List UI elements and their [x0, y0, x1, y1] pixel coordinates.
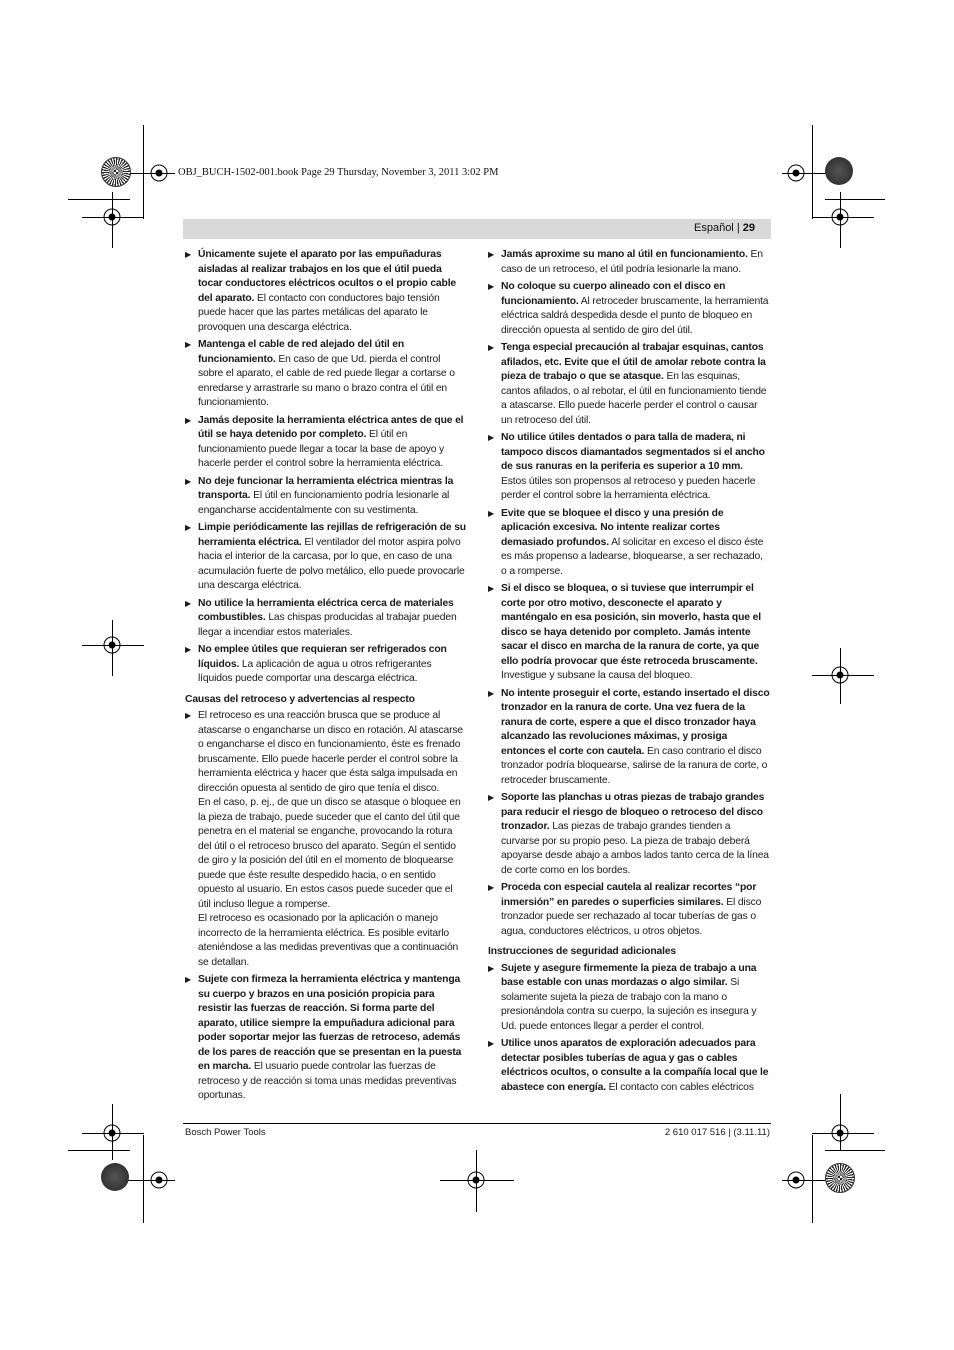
color-rosette-icon	[825, 157, 853, 185]
list-item: ▶ Utilice unos aparatos de exploración adecuados para detectar posibles tuberías de agua y gas o cables eléctricos ocultos, o consulte a la compañía local que le abastece con energía. El contacto con cables eléctricos	[488, 1038, 769, 1093]
crop-mark	[825, 1150, 885, 1151]
footer-doc-number: 2 610 017 516 | (3.11.11)	[664, 1127, 770, 1138]
list-item: ▶ Jamás deposite la herramienta eléctrica antes de que el útil se haya detenido por completo. El útil en funcionamiento puede llegar a tocar la base de apoyo y hacerle perder el control sobre la herramienta eléctrica.	[185, 414, 464, 469]
page-header-bar	[183, 219, 771, 239]
list-item: ▶ Mantenga el cable de red alejado del útil en funcionamiento. En caso de que Ud. pierda el control sobre el aparato, el cable de red puede llegar a cortarse o enredarse y arrastrarle su mano o brazo contra el útil en funcionamiento.	[185, 339, 455, 408]
triangle-bullet-icon: ▶	[488, 963, 495, 973]
list-item: ▶ No deje funcionar la herramienta eléctrica mientras la transporta. El útil en funcionamiento podría lesionarle al engancharse accidentalmente con su vestimenta.	[185, 475, 454, 516]
triangle-bullet-icon: ▶	[488, 688, 495, 698]
color-rosette-icon	[101, 157, 131, 187]
triangle-bullet-icon: ▶	[185, 476, 192, 486]
crop-mark	[143, 1135, 144, 1223]
print-header: OBJ_BUCH-1502-001.book Page 29 Thursday, November 3, 2011 3:02 PM	[178, 167, 499, 178]
list-item: ▶ Tenga especial precaución al trabajar esquinas, cantos afilados, etc. Evite que el útil de amolar rebote contra la pieza de trabajo o que se atasque. En las esquinas, cantos afilados, o al rebotar, el útil en funcionamiento tiende a atascarse. Ello puede hacerle perder el control o causar un retroceso del útil.	[488, 342, 767, 426]
triangle-bullet-icon: ▶	[488, 793, 495, 802]
registration-target-icon	[101, 1122, 123, 1144]
list-item: ▶ Jamás aproxime su mano al útil en funcionamiento. En caso de un retroceso, el útil podría lesionarle la mano.	[488, 249, 763, 275]
registration-target-icon	[785, 1169, 807, 1191]
list-item: ▶ No coloque su cuerpo alineado con el disco en funcionamiento. Al retroceder bruscamente, la herramienta eléctrica saldrá despedida desde el punto de bloqueo en dirección opuesta al sentido de giro del útil.	[488, 281, 769, 336]
triangle-bullet-icon: ▶	[185, 645, 192, 654]
footer-divider	[183, 1123, 771, 1124]
crop-mark	[68, 1150, 130, 1151]
triangle-bullet-icon: ▶	[185, 250, 192, 259]
list-item: ▶ Sujete y asegure firmemente la pieza de trabajo a una base estable con unas mordazas o algo similar. Si solamente sujeta la pieza de trabajo con la mano o presionándola contra su cuerpo, la sujeción es insegura y Ud. puede entonces llegar a perder el control.	[488, 962, 757, 1032]
crop-mark	[812, 1135, 813, 1223]
registration-target-icon	[465, 1169, 487, 1191]
color-rosette-icon	[825, 1163, 855, 1193]
triangle-bullet-icon: ▶	[488, 282, 495, 291]
list-item: ▶ Sujete con firmeza la herramienta eléctrica y mantenga su cuerpo y brazos en una posición propicia para resistir las fuerzas de reacción. Si forma parte del aparato, utilice siempre la empuñadura adicional para poder soportar mejor las fuerzas de retroceso, además de los pares de reacción que se presentan en la puesta en marcha. El usuario puede controlar las fuerzas de retroceso y de reacción si toma unas medidas preventivas oportunas.	[185, 974, 462, 1101]
crop-mark	[825, 199, 885, 200]
triangle-bullet-icon: ▶	[488, 508, 495, 518]
color-rosette-icon	[101, 1163, 129, 1191]
section-title: Instrucciones de seguridad adicionales	[488, 946, 677, 957]
list-item: ▶ Proceda con especial cautela al realizar recortes “por inmersión” en paredes o superficies similares. El disco tronzador puede ser rechazado al tocar tuberías de gas o agua, conductores eléctricos, u otros objetos.	[488, 882, 762, 937]
list-item: ▶ Si el disco se bloquea, o si tuviese que interrumpir el corte por otro motivo, desconecte el aparato y manténgalo en esa posición, sin moverlo, hasta que el disco se haya detenido por completo. Jamás intente sacar el disco en marcha de la ranura de corte, ya que ello podría provocar que éste retroceda bruscamente. Investigue y subsane la causa del bloqueo.	[488, 583, 761, 681]
list-item: ▶ No emplee útiles que requieran ser refrigerados con líquidos. La aplicación de agua u otros refrigerantes líquidos puede comportar una descarga eléctrica.	[185, 644, 447, 684]
triangle-bullet-icon: ▶	[185, 415, 192, 425]
crop-mark	[812, 125, 813, 219]
footer-brand: Bosch Power Tools	[185, 1127, 266, 1138]
registration-target-icon	[829, 664, 851, 686]
registration-target-icon	[101, 206, 123, 228]
triangle-bullet-icon: ▶	[185, 975, 192, 984]
list-item: ▶ Únicamente sujete el aparato por las empuñaduras aisladas al realizar trabajos en los que el útil pueda tocar conductores eléctricos ocultos o el propio cable del aparato. El contacto con conductores bajo tensión puede hacer que las partes metálicas del aparato le provoquen una descarga eléctrica.	[185, 249, 457, 333]
triangle-bullet-icon: ▶	[185, 523, 192, 532]
list-item: ▶ Soporte las planchas u otras piezas de trabajo grandes para reducir el riesgo de bloqueo o retroceso del disco tronzador. Las piezas de trabajo grandes tienden a curvarse por su propio peso. La pieza de trabajo deberá apoyarse desde abajo a ambos lados tanto cerca de la línea de corte como en los bordes.	[488, 792, 769, 876]
list-item: ▶ No utilice la herramienta eléctrica cerca de materiales combustibles. Las chispas producidas al trabajar pueden llegar a incendiar estos materiales.	[185, 597, 457, 638]
list-item: ▶ No intente proseguir el corte, estando insertado el disco tronzador en la ranura de corte. Una vez fuera de la ranura de corte, espere a que el disco tronzador haya alcanzado las revoluciones máximas, y prosiga entonces el corte con cautela. En caso contrario el disco tronzador podría bloquearse, salirse de la ranura de corte, o retroceder bruscamente.	[488, 687, 770, 786]
left-column	[185, 248, 467, 1107]
triangle-bullet-icon: ▶	[488, 250, 495, 259]
crop-mark	[68, 199, 130, 200]
triangle-bullet-icon: ▶	[185, 340, 192, 349]
triangle-bullet-icon: ▶	[488, 433, 495, 442]
triangle-bullet-icon: ▶	[488, 343, 495, 352]
list-item: ▶ Limpie periódicamente las rejillas de refrigeración de su herramienta eléctrica. El ventilador del motor aspira polvo hacia el interior de la carcasa, por lo que, en caso de una acumulación fuerte de polvo metálico, ello puede provocarle una descarga eléctrica.	[185, 522, 466, 591]
section-title: Causas del retroceso y advertencias al respecto	[185, 693, 415, 705]
page-label	[694, 222, 755, 234]
triangle-bullet-icon: ▶	[185, 598, 192, 608]
right-column	[488, 248, 770, 1098]
triangle-bullet-icon: ▶	[488, 584, 495, 593]
page-number: 29	[742, 222, 755, 234]
list-item: ▶ Evite que se bloquee el disco y una presión de aplicación excesiva. No intente realizar cortes demasiado profundos. Al solicitar en exceso el disco éste es más propenso a ladearse, bloquearse, a ser rechazado, o a romperse.	[488, 507, 764, 577]
separator: |	[736, 222, 740, 234]
list-item: ▶ No utilice útiles dentados o para talla de madera, ni tampoco discos diamantados segmentados si el ancho de sus ranuras en la periferia es superior a 10 mm. Estos útiles son propensos al retroceso y pueden hacerle perder el control sobre la herramienta eléctrica.	[488, 432, 765, 501]
triangle-bullet-icon: ▶	[488, 883, 495, 892]
registration-target-icon	[785, 162, 807, 184]
triangle-bullet-icon: ▶	[185, 711, 192, 720]
paragraph: El retroceso es ocasionado por la aplicación o manejo incorrecto de la herramienta eléctrica. Es posible evitarlo ateniéndose a las medidas preventivas que a continuación se detallan.	[198, 913, 459, 968]
registration-target-icon	[829, 1122, 851, 1144]
language-label: Español	[694, 222, 734, 234]
list-item: ▶ El retroceso es una reacción brusca que se produce al atascarse o engancharse un disco en rotación. Al atascarse o engancharse el disco en funcionamiento, éste es frenado bruscamente. Ello puede hacerle perder el control sobre la herramienta eléctrica y hacer que ésta salga impulsada en dirección opuesta al sentido de giro que tenía el disco.	[185, 710, 464, 794]
paragraph: En el caso, p. ej., de que un disco se atasque o bloquee en la pieza de trabajo, puede suceder que el canto del útil que penetra en el material se enganche, provocando la rotura del útil o el retroceso brusco del aparato. Según el sentido de giro y la posición del útil en el momento de bloquearse puede que éste resulte despedido hacia, o en sentido opuesto al usuario. En estos casos puede suceder que el útil incluso llegue a romperse.	[198, 797, 461, 910]
registration-target-icon	[148, 1169, 170, 1191]
registration-target-icon	[148, 162, 170, 184]
registration-target-icon	[829, 206, 851, 228]
registration-target-icon	[101, 634, 123, 656]
crop-mark	[143, 125, 144, 219]
triangle-bullet-icon: ▶	[488, 1039, 495, 1048]
